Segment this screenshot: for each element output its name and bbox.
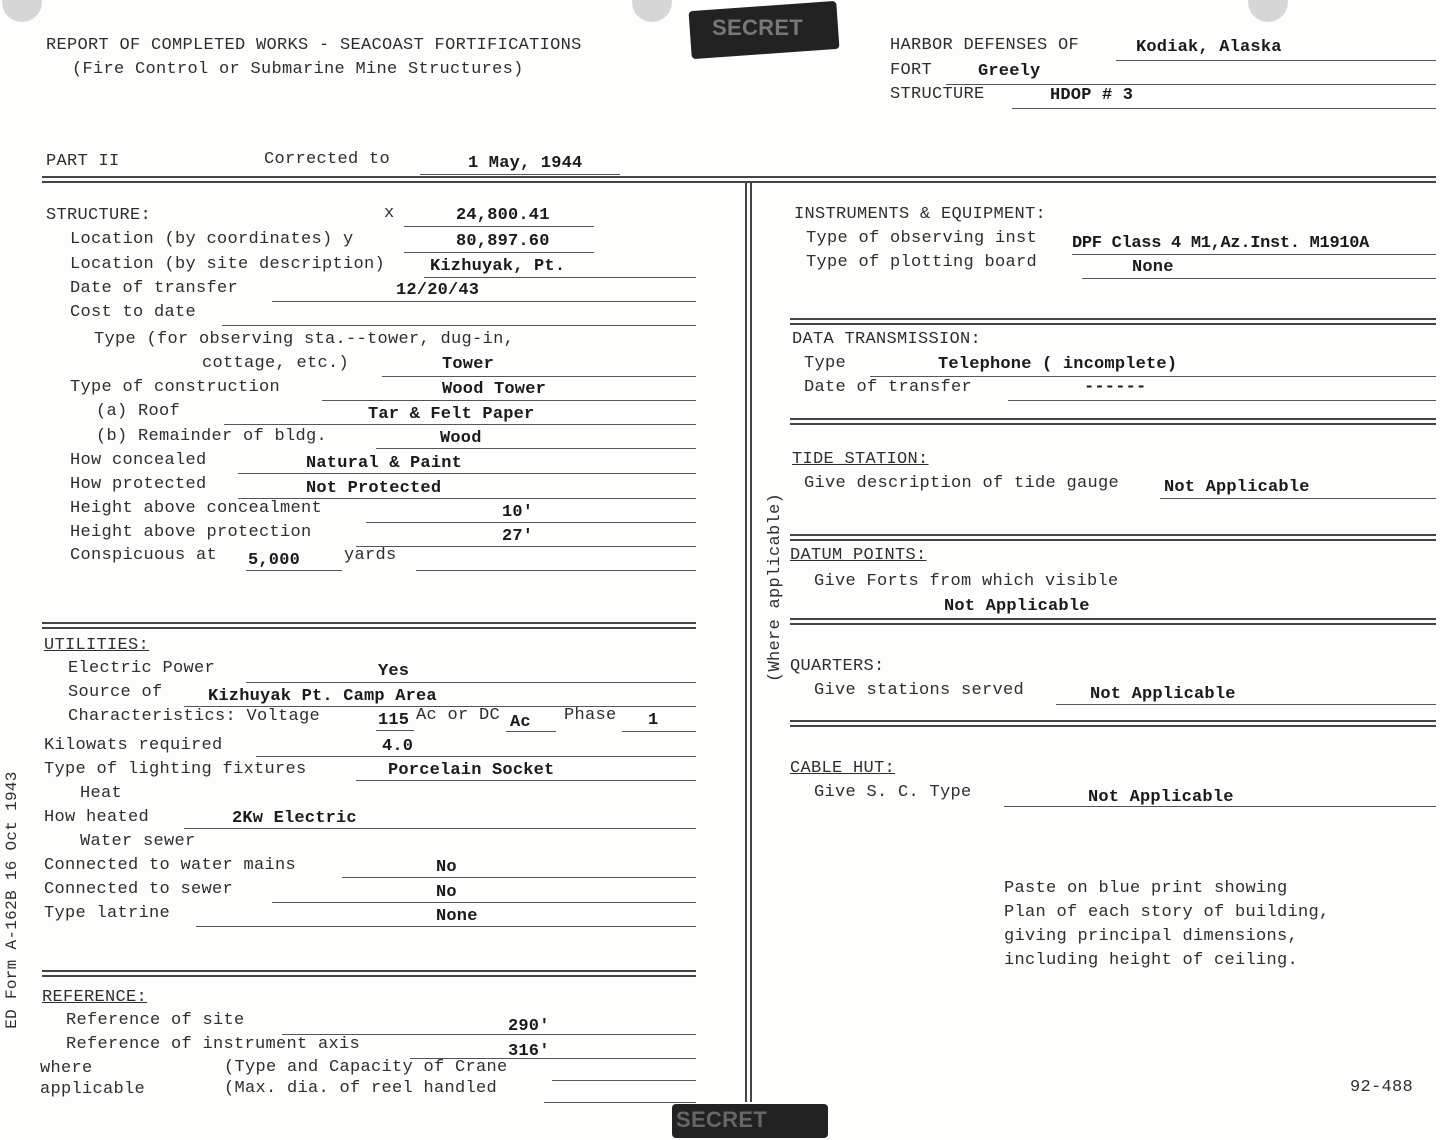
height-protection-underline [356, 546, 696, 547]
instruments-divider [790, 318, 1436, 325]
secret-stamp-top-text: SECRET [712, 15, 804, 40]
roof-label: (a) Roof [96, 402, 181, 421]
plotting-board-label: Type of plotting board [806, 253, 1038, 272]
header-divider [42, 176, 1436, 183]
sc-type-value: Not Applicable [1088, 788, 1234, 807]
conspicuous-value: 5,000 [248, 551, 301, 570]
concealed-value: Natural & Paint [306, 454, 463, 473]
datum-forts-label: Give Forts from which visible [814, 572, 1119, 591]
plotting-board-underline [1082, 278, 1436, 279]
datum-forts-value: Not Applicable [944, 597, 1090, 616]
heated-underline [184, 828, 696, 829]
height-protection-label: Height above protection [70, 523, 312, 542]
kilowatts-underline [256, 756, 696, 757]
water-mains-label: Connected to water mains [44, 856, 297, 875]
structure-underline [1012, 108, 1436, 109]
form-number-side-label: ED Form A-162B 16 Oct 1943 [3, 771, 21, 1029]
transmission-date-underline [1008, 400, 1436, 401]
kilowatts-label: Kilowats required [44, 736, 223, 755]
yards-underline [416, 570, 696, 571]
reel-label: (Max. dia. of reel handled [224, 1079, 498, 1098]
concealed-label: How concealed [70, 451, 207, 470]
cost-to-date-label: Cost to date [70, 303, 197, 322]
sc-type-underline [1004, 806, 1436, 807]
roof-value: Tar & Felt Paper [368, 405, 535, 424]
utilities-heading: UTILITIES: [44, 636, 150, 655]
quarters-heading: QUARTERS: [790, 657, 885, 676]
reference-heading: REFERENCE: [42, 988, 148, 1007]
punch-hole-center [632, 0, 672, 22]
x-coord-value: 24,800.41 [456, 206, 550, 225]
cable-hut-heading: CABLE HUT: [790, 759, 896, 778]
voltage-value: 115 [378, 711, 410, 730]
construction-underline [322, 400, 696, 401]
corrected-value: 1 May, 1944 [468, 154, 583, 173]
latrine-underline [196, 926, 696, 927]
sewer-value: No [436, 883, 457, 902]
protected-value: Not Protected [306, 479, 442, 498]
fort-underline [946, 84, 1436, 85]
harbor-label: HARBOR DEFENSES OF [890, 36, 1080, 55]
secret-stamp-bottom-text: SECRET [676, 1107, 768, 1132]
date-transfer-underline [272, 301, 696, 302]
instruments-heading: INSTRUMENTS & EQUIPMENT: [794, 205, 1047, 224]
lighting-label: Type of lighting fixtures [44, 760, 307, 779]
construction-label: Type of construction [70, 378, 281, 397]
corrected-label: Corrected to [264, 150, 391, 169]
height-concealment-underline [366, 522, 696, 523]
structure-label: STRUCTURE [890, 85, 985, 104]
reference-site-value: 290' [508, 1017, 550, 1036]
quarters-divider [790, 720, 1436, 727]
type-observing-label: Type (for observing sta.--tower, dug-in, [94, 330, 515, 349]
y-coord-value: 80,897.60 [456, 232, 550, 251]
location-coordinates-label: Location (by coordinates) y [70, 230, 354, 249]
harbor-underline [1116, 60, 1436, 61]
sewer-label: Connected to sewer [44, 880, 234, 899]
phase-value: 1 [648, 711, 659, 730]
y-coord-underline [404, 252, 594, 253]
report-title: REPORT OF COMPLETED WORKS - SEACOAST FORTIFICATIONS [46, 36, 582, 55]
blueprint-note-line-3: giving principal dimensions, [1004, 927, 1299, 946]
plotting-board-value: None [1132, 258, 1174, 277]
page-code: 92-488 [1350, 1078, 1414, 1097]
transmission-date-label: Date of transfer [804, 378, 973, 397]
characteristics-label: Characteristics: Voltage [68, 707, 321, 726]
transmission-type-underline [870, 376, 1436, 377]
location-site-value: Kizhuyak, Pt. [430, 257, 566, 276]
construction-value: Wood Tower [442, 380, 547, 399]
heated-value: 2Kw Electric [232, 809, 357, 828]
x-coord-label: x [384, 204, 395, 223]
part-label: PART II [46, 152, 120, 171]
crane-underline [552, 1080, 696, 1081]
punch-hole-right [1248, 0, 1288, 22]
latrine-value: None [436, 907, 478, 926]
reference-site-label: Reference of site [66, 1011, 245, 1030]
tide-station-heading: TIDE STATION: [792, 450, 929, 469]
acdc-underline [506, 731, 556, 732]
reference-axis-label: Reference of instrument axis [66, 1035, 361, 1054]
electric-power-underline [246, 682, 696, 683]
kilowatts-value: 4.0 [382, 737, 414, 756]
remainder-label: (b) Remainder of bldg. [96, 427, 328, 446]
reel-underline [544, 1102, 696, 1103]
where-label: where [40, 1059, 93, 1078]
lighting-underline [356, 780, 696, 781]
structure-divider [42, 622, 696, 629]
tide-gauge-value: Not Applicable [1164, 478, 1310, 497]
stations-served-value: Not Applicable [1090, 685, 1236, 704]
transmission-date-value: ------ [1084, 378, 1147, 397]
corrected-underline [420, 174, 620, 175]
remainder-underline [376, 448, 696, 449]
conspicuous-underline [246, 570, 342, 571]
datum-divider [790, 618, 1436, 625]
date-transfer-label: Date of transfer [70, 279, 239, 298]
blueprint-note-line-4: including height of ceiling. [1004, 951, 1299, 970]
fort-label: FORT [890, 61, 933, 80]
protected-label: How protected [70, 475, 207, 494]
location-site-label: Location (by site description) [70, 255, 386, 274]
utilities-divider [42, 970, 696, 977]
electric-power-label: Electric Power [68, 659, 216, 678]
stations-served-underline [1056, 704, 1436, 705]
structure-value: HDOP # 3 [1050, 86, 1134, 105]
applicable-label: applicable [40, 1080, 146, 1099]
sc-type-label: Give S. C. Type [814, 783, 972, 802]
report-subtitle: (Fire Control or Submarine Mine Structures) [72, 60, 524, 79]
concealed-underline [238, 473, 696, 474]
lighting-value: Porcelain Socket [388, 761, 555, 780]
transmission-divider [790, 418, 1436, 425]
water-sewer-label: Water sewer [80, 832, 196, 851]
tide-gauge-label: Give description of tide gauge [804, 474, 1120, 493]
data-transmission-heading: DATA TRANSMISSION: [792, 330, 982, 349]
water-mains-value: No [436, 858, 457, 877]
blueprint-note-line-2: Plan of each story of building, [1004, 903, 1330, 922]
type-value: Tower [442, 355, 495, 374]
electric-power-value: Yes [378, 662, 410, 681]
roof-underline [224, 424, 696, 425]
sewer-underline [272, 902, 696, 903]
height-concealment-label: Height above concealment [70, 499, 323, 518]
blueprint-note-line-1: Paste on blue print showing [1004, 879, 1288, 898]
observing-inst-underline [1072, 254, 1436, 255]
phase-label: Phase [564, 706, 617, 725]
heated-label: How heated [44, 808, 150, 827]
conspicuous-label: Conspicuous at [70, 546, 218, 565]
source-value: Kizhuyak Pt. Camp Area [208, 687, 437, 706]
structure-heading: STRUCTURE: [46, 206, 152, 225]
phase-underline [622, 731, 696, 732]
observing-inst-label: Type of observing inst [806, 229, 1038, 248]
crane-label: (Type and Capacity of Crane [224, 1058, 508, 1077]
acdc-value: Ac [510, 713, 531, 732]
harbor-value: Kodiak, Alaska [1136, 38, 1282, 57]
transmission-type-label: Type [804, 354, 847, 373]
remainder-value: Wood [440, 429, 482, 448]
column-divider [745, 182, 752, 1102]
observing-inst-value: DPF Class 4 M1,Az.Inst. M1910A [1072, 234, 1370, 253]
ac-or-dc-label: Ac or DC [416, 706, 501, 725]
x-coord-underline [404, 226, 594, 227]
reference-axis-value: 316' [508, 1042, 550, 1061]
cost-to-date-underline [222, 325, 696, 326]
location-site-underline [424, 277, 696, 278]
type-underline [382, 376, 696, 377]
stations-served-label: Give stations served [814, 681, 1025, 700]
datum-points-heading: DATUM POINTS: [790, 546, 927, 565]
tide-divider [790, 534, 1436, 541]
heat-label: Heat [80, 784, 123, 803]
date-transfer-value: 12/20/43 [396, 281, 480, 300]
source-label: Source of [68, 683, 163, 702]
type-observing-label-2: cottage, etc.) [202, 354, 350, 373]
tide-gauge-underline [1160, 498, 1436, 499]
height-protection-value: 27' [502, 527, 534, 546]
where-applicable-side-label: (Where applicable) [766, 492, 785, 682]
fort-value: Greely [978, 62, 1041, 81]
water-mains-underline [342, 877, 696, 878]
punch-hole-left [2, 0, 42, 22]
height-concealment-value: 10' [502, 503, 534, 522]
yards-label: yards [344, 546, 397, 565]
voltage-underline [376, 730, 414, 731]
transmission-type-value: Telephone ( incomplete) [938, 355, 1178, 374]
latrine-label: Type latrine [44, 904, 171, 923]
